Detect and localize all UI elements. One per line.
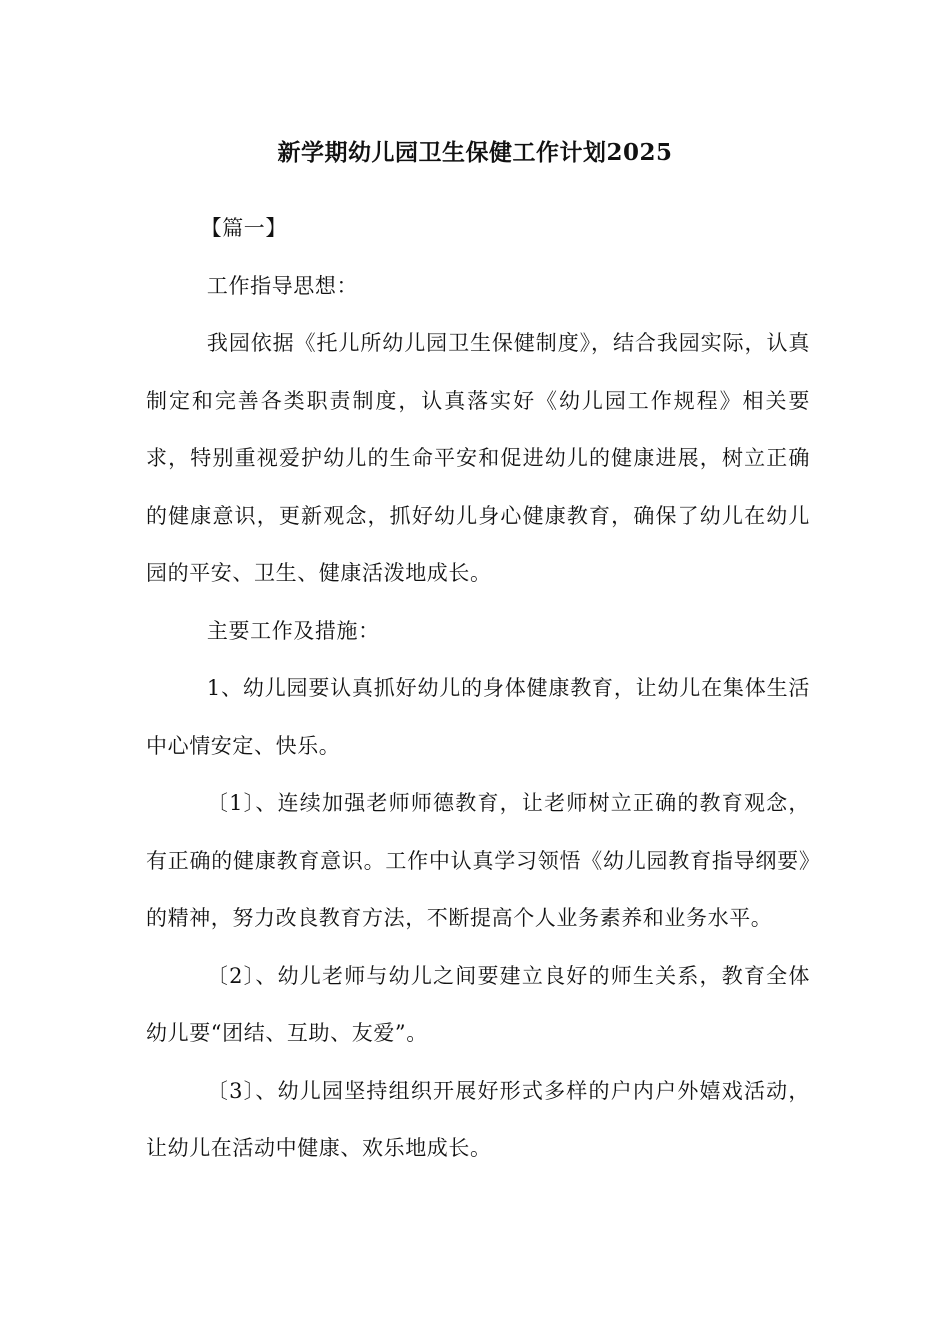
document-title: 新学期幼儿园卫生保健工作计划2025 — [277, 139, 673, 166]
heading-guiding-thought: 工作指导思想： — [206, 273, 359, 298]
section-label: 【篇一】 — [200, 216, 287, 240]
list-item-1-1: 〔1〕、连续加强老师师德教育，让老师树立正确的教育观念，有正确的健康教育意识。工作中认真学习领悟《幼儿园教育指导纲要》的精神，努力改良教育方法，不断提高个人业务素养和业务水平。 — [146, 791, 810, 930]
heading-main-work: 主要工作及措施： — [206, 618, 380, 643]
paragraph-guiding-thought: 我园依据《托儿所幼儿园卫生保健制度》，结合我园实际，认真制定和完善各类职责制度，认真落实好《幼儿园工作规程》相关要求，特别重视爱护幼儿的生命平安和促进幼儿的健康进展，树立正确的健康意识，更新观念，抓好幼儿身心健康教育，确保了幼儿在幼儿园的平安、卫生、健康活泼地成长。 — [146, 331, 810, 585]
document-body — [146, 200, 810, 1178]
list-item-1-3: 〔3〕、幼儿园坚持组织开展好形式多样的户内户外嬉戏活动，让幼儿在活动中健康、欢乐地成长。 — [146, 1078, 810, 1160]
list-item-1-2: 〔2〕、幼儿老师与幼儿之间要建立良好的师生关系，教育全体幼儿要“团结、互助、友爱”。 — [146, 963, 810, 1045]
list-item-1: 1、幼儿园要认真抓好幼儿的身体健康教育，让幼儿在集体生活中心情安定、快乐。 — [146, 676, 810, 758]
